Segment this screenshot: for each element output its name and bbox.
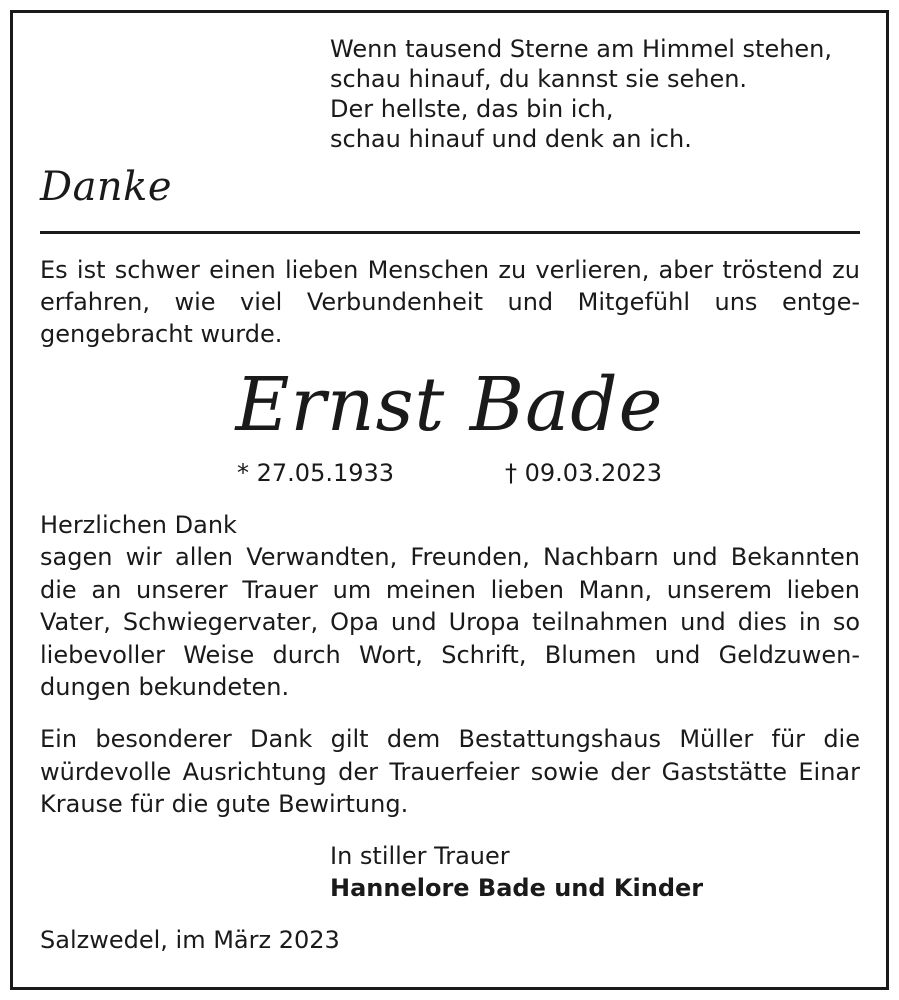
family-signature: Hannelore Bade und Kinder [330, 874, 704, 902]
deceased-name: Ernst Bade [235, 362, 664, 448]
poem-line: Der hellste, das bin ich, [330, 95, 614, 123]
poem-line: schau hinauf und denk an ich. [330, 125, 692, 153]
birth-date: * 27.05.1933 [237, 459, 395, 487]
place-and-date: Salzwedel, im März 2023 [40, 926, 340, 954]
intro-text: Es ist schwer einen lieben Menschen zu verlieren, aber tröstend zu erfahren, wie viel Verbundenheit und Mitgefühl uns entge-​gengebracht wurde. [40, 256, 860, 348]
death-date: † 09.03.2023 [505, 459, 663, 487]
thanks-heading: Herzlichen Dank [40, 511, 237, 539]
memorial-poem [330, 34, 832, 154]
thanks-text: sagen wir allen Verwandten, Freunden, Nachbarn und Bekannten die an unserer Trauer um meinen lieben Mann, unserem lieben Vater, Schwiegervater, Opa und Uropa teilnahmen und dies in so liebevoller Weise durch Wort, Schrift, Blumen und Geldzuwen-​dungen bekundeten. [40, 543, 860, 701]
poem-line: schau hinauf, du kannst sie sehen. [330, 65, 748, 93]
notice-heading: Danke [40, 164, 173, 210]
poem-line: Wenn tausend Sterne am Himmel stehen, [330, 35, 833, 63]
divider-line [40, 231, 860, 234]
mourning-label: In stiller Trauer [330, 842, 510, 870]
special-thanks-text: Ein besonderer Dank gilt dem Bestattungshaus Müller für die würdevolle Ausrichtung der Trauerfeier sowie der Gaststätte Einar Krause für die gute Bewirtung. [40, 725, 860, 818]
